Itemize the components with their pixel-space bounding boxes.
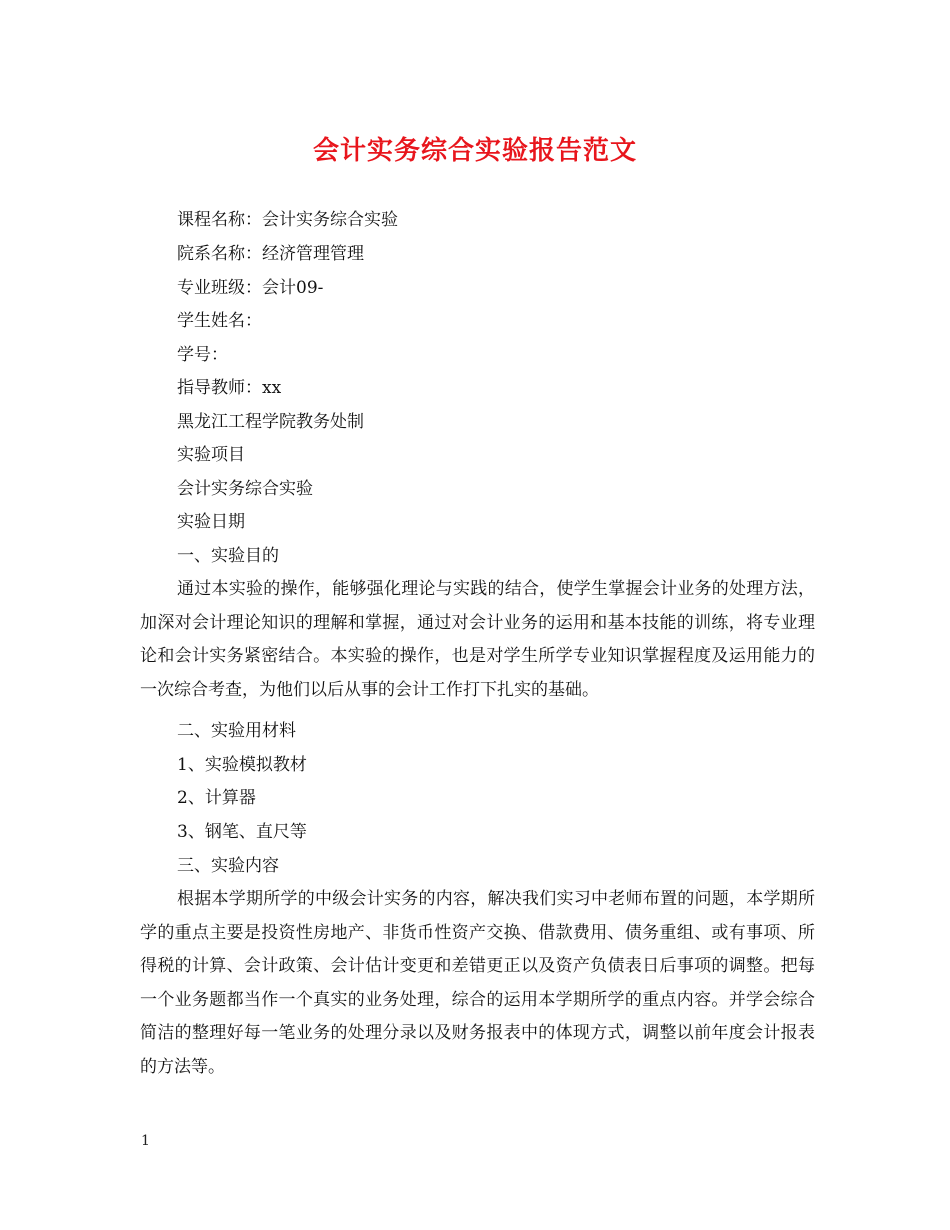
section3-heading: 三、实验内容 bbox=[177, 856, 279, 876]
document-title: 会计实务综合实验报告范文 bbox=[312, 136, 637, 166]
page-number: 1 bbox=[141, 1133, 150, 1149]
project-label: 实验项目 bbox=[177, 445, 245, 465]
issuer-line: 黑龙江工程学院教务处制 bbox=[177, 412, 364, 432]
major-class-line: 专业班级：会计09- bbox=[177, 278, 324, 298]
section1-body: 通过本实验的操作，能够强化理论与实践的结合，使学生掌握会计业务的处理方法，加深对会计理论知识的理解和掌握，通过对会计业务的运用和基本技能的训练，将专业理论和会计实务紧密结合。本实验的操作，也是对学生所学专业知识掌握程度及运用能力的一次综合考查，为他们以后从事的会计工作打下扎实的基础。 bbox=[140, 579, 815, 700]
material-item: 1、实验模拟教材 bbox=[177, 755, 307, 775]
material-item: 2、计算器 bbox=[177, 788, 256, 808]
date-label: 实验日期 bbox=[177, 512, 245, 532]
instructor-line: 指导教师：xx bbox=[177, 378, 282, 398]
section2-heading: 二、实验用材料 bbox=[177, 721, 296, 741]
course-name-line: 课程名称：会计实务综合实验 bbox=[177, 210, 398, 230]
department-line: 院系名称：经济管理管理 bbox=[177, 244, 364, 264]
project-value: 会计实务综合实验 bbox=[177, 479, 313, 499]
section3-body: 根据本学期所学的中级会计实务的内容，解决我们实习中老师布置的问题，本学期所学的重点主要是投资性房地产、非货币性资产交换、借款费用、债务重组、或有事项、所得税的计算、会计政策、会计估计变更和差错更正以及资产负债表日后事项的调整。把每一个业务题都当作一个真实的业务处理，综合的运用本学期所学的重点内容。并学会综合简洁的整理好每一笔业务的处理分录以及财务报表中的体现方式，调整以前年度会计报表的方法等。 bbox=[140, 889, 815, 1077]
section1-heading: 一、实验目的 bbox=[177, 546, 279, 566]
student-name-line: 学生姓名： bbox=[177, 311, 262, 331]
student-id-line: 学号： bbox=[177, 345, 228, 365]
material-item: 3、钢笔、直尺等 bbox=[177, 822, 307, 842]
